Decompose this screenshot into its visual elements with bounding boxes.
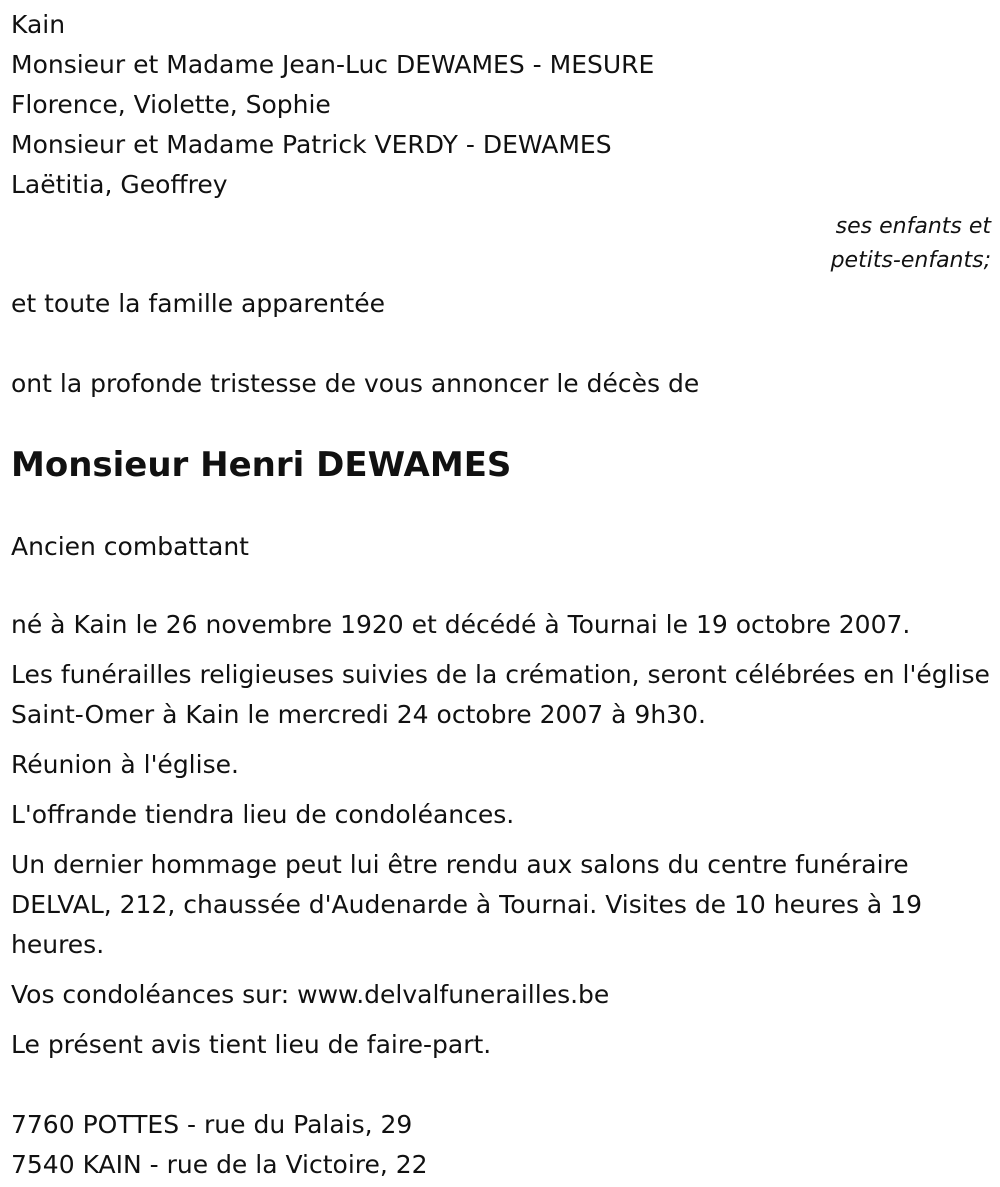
family-list bbox=[11, 0, 991, 205]
offering-note: L'offrande tiendra lieu de condoléances. bbox=[11, 800, 515, 829]
relation-note bbox=[11, 210, 991, 278]
relation-note-line-2: petits-enfants; bbox=[830, 248, 991, 273]
address-list bbox=[11, 1105, 991, 1185]
deceased-title: Ancien combattant bbox=[11, 532, 249, 561]
family-line-son-couple: Monsieur et Madame Jean-Luc DEWAMES - MESURE bbox=[11, 50, 655, 79]
deceased-name: Monsieur Henri DEWAMES bbox=[11, 445, 512, 485]
extended-family: et toute la famille apparentée bbox=[11, 289, 385, 318]
visitation-details: Un dernier hommage peut lui être rendu aux salons du centre funéraire DELVAL, 212, chaussée d'Audenarde à Tournai. Visites de 10 heures à 19 heures. bbox=[11, 850, 922, 959]
family-line-grandchildren-2: Laëtitia, Geoffrey bbox=[11, 170, 228, 199]
address-kain: 7540 KAIN - rue de la Victoire, 22 bbox=[11, 1150, 428, 1179]
meeting-place: Réunion à l'église. bbox=[11, 750, 239, 779]
relation-note-line-1: ses enfants et bbox=[835, 214, 991, 239]
announcement-text: ont la profonde tristesse de vous annoncer le décès de bbox=[11, 369, 700, 398]
address-pottes: 7760 POTTES - rue du Palais, 29 bbox=[11, 1110, 413, 1139]
funeral-details: Les funérailles religieuses suivies de la crémation, seront célébrées en l'église Saint-Omer à Kain le mercredi 24 octobre 2007 à 9h30. bbox=[11, 660, 990, 729]
obituary-notice bbox=[11, 0, 991, 1185]
family-line-daughter-couple: Monsieur et Madame Patrick VERDY - DEWAMES bbox=[11, 130, 612, 159]
family-line-town: Kain bbox=[11, 10, 66, 39]
condolences-website: Vos condoléances sur: www.delvalfunerailles.be bbox=[11, 980, 610, 1009]
birth-death-dates: né à Kain le 26 novembre 1920 et décédé à Tournai le 19 octobre 2007. bbox=[11, 610, 911, 639]
family-line-grandchildren-1: Florence, Violette, Sophie bbox=[11, 90, 331, 119]
notice-statement: Le présent avis tient lieu de faire-part. bbox=[11, 1030, 492, 1059]
